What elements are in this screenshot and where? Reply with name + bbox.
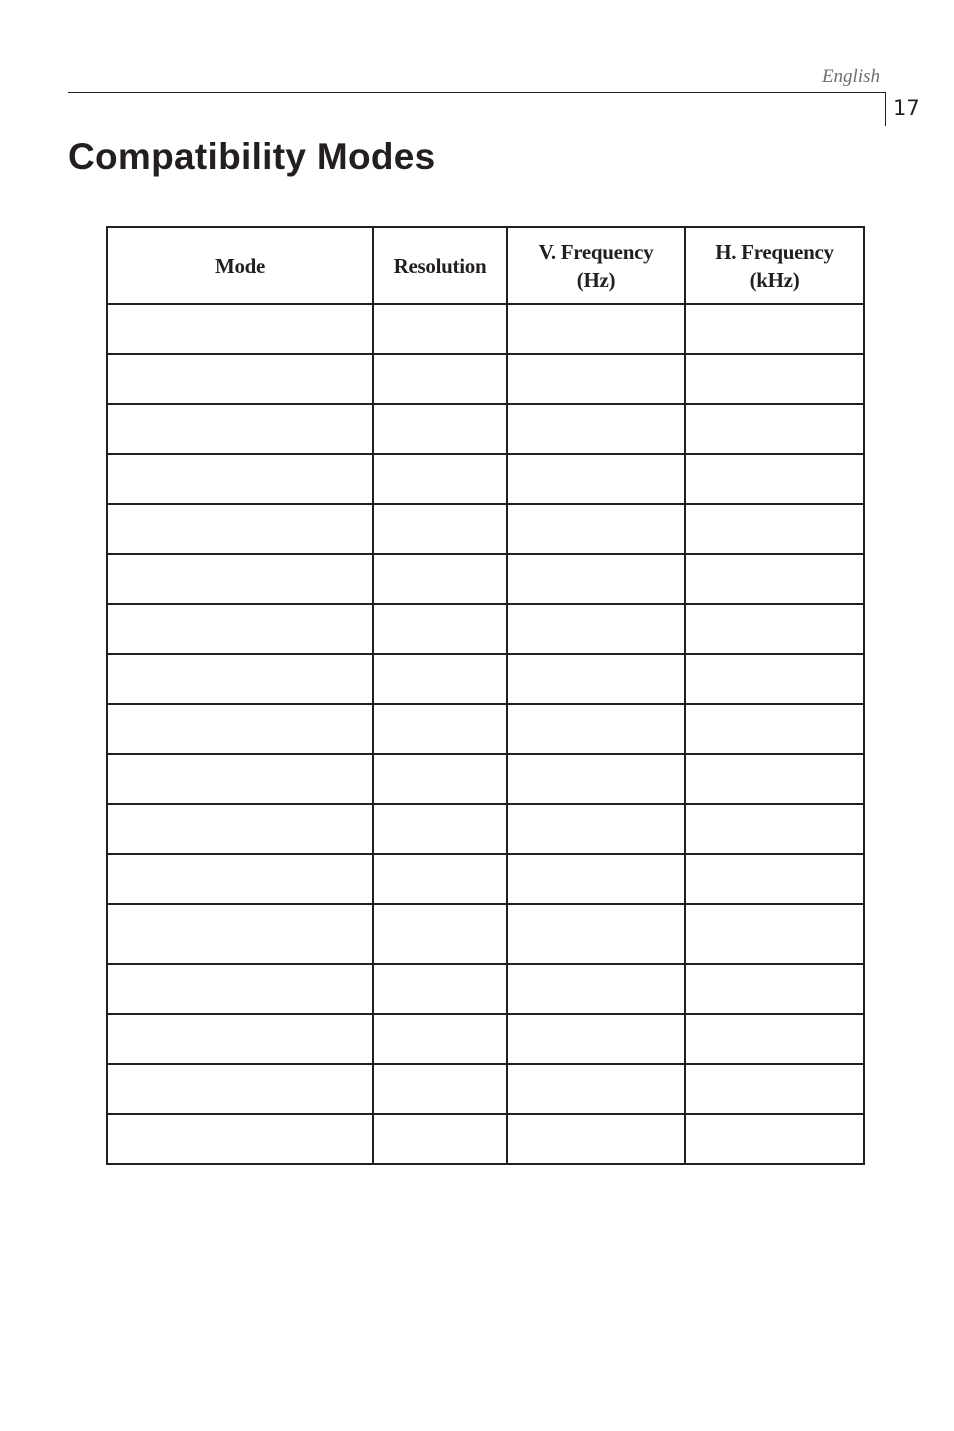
page-number: 17 (893, 96, 920, 120)
table-cell (107, 854, 373, 904)
table-cell (507, 504, 685, 554)
table-cell (685, 704, 864, 754)
table-cell (507, 854, 685, 904)
table-row (107, 554, 864, 604)
table-cell (685, 854, 864, 904)
table-cell (107, 754, 373, 804)
column-header-resolution-label: Resolution (393, 253, 487, 278)
table-cell (507, 964, 685, 1014)
table-row (107, 654, 864, 704)
column-header-mode-label: Mode (214, 253, 266, 278)
table-row (107, 904, 864, 964)
table-cell (685, 964, 864, 1014)
header-rule (68, 92, 886, 93)
table-cell (507, 404, 685, 454)
table-cell (685, 554, 864, 604)
table-cell (107, 554, 373, 604)
table-cell (107, 404, 373, 454)
table-cell (507, 304, 685, 354)
table-cell (685, 1114, 864, 1164)
table-body (107, 304, 864, 1164)
header-language: English (821, 66, 880, 87)
table-cell (507, 554, 685, 604)
table-cell (373, 704, 507, 754)
table-cell (507, 904, 685, 964)
table-cell (507, 1014, 685, 1064)
table-cell (107, 904, 373, 964)
table-cell (507, 604, 685, 654)
column-header-v-frequency-unit: (Hz) (576, 267, 616, 292)
column-header-h-frequency (685, 227, 864, 304)
table-cell (685, 1014, 864, 1064)
table-cell (373, 354, 507, 404)
table-row (107, 1114, 864, 1164)
table-cell (373, 1064, 507, 1114)
table-cell (373, 454, 507, 504)
table-cell (107, 1064, 373, 1114)
table-cell (507, 704, 685, 754)
table-cell (373, 404, 507, 454)
column-header-resolution (373, 227, 507, 304)
column-header-h-frequency-label: H. Frequency (715, 239, 834, 264)
table-cell (107, 354, 373, 404)
compatibility-modes-table (106, 226, 865, 1165)
table-row (107, 504, 864, 554)
table-cell (373, 964, 507, 1014)
table-row (107, 704, 864, 754)
table-row (107, 1064, 864, 1114)
table-cell (685, 654, 864, 704)
column-header-mode (107, 227, 373, 304)
table-cell (685, 454, 864, 504)
table-row (107, 964, 864, 1014)
table-cell (373, 604, 507, 654)
table-cell (507, 1064, 685, 1114)
table-row (107, 604, 864, 654)
table-cell (685, 504, 864, 554)
table-cell (107, 454, 373, 504)
table-cell (107, 504, 373, 554)
table-cell (685, 1064, 864, 1114)
column-header-v-frequency-label: V. Frequency (538, 239, 654, 264)
table-row (107, 354, 864, 404)
table-cell (685, 754, 864, 804)
table-cell (373, 854, 507, 904)
table-cell (373, 304, 507, 354)
table-row (107, 854, 864, 904)
table-cell (373, 754, 507, 804)
column-header-h-frequency-unit: (kHz) (749, 267, 800, 292)
page-title: Compatibility Modes (68, 136, 436, 177)
table-cell (107, 604, 373, 654)
table-cell (373, 554, 507, 604)
table-cell (107, 304, 373, 354)
table-cell (685, 354, 864, 404)
table-cell (507, 754, 685, 804)
table-cell (107, 1114, 373, 1164)
table-cell (107, 654, 373, 704)
table-cell (107, 704, 373, 754)
table-cell (373, 654, 507, 704)
table-cell (507, 654, 685, 704)
table-cell (685, 304, 864, 354)
table-header-row (107, 227, 864, 304)
table-cell (107, 804, 373, 854)
table-cell (107, 964, 373, 1014)
table-row (107, 454, 864, 504)
table-row (107, 754, 864, 804)
table-cell (373, 1114, 507, 1164)
table-row (107, 804, 864, 854)
table-row (107, 404, 864, 454)
table-cell (373, 1014, 507, 1064)
table-cell (507, 454, 685, 504)
table-cell (685, 804, 864, 854)
table-cell (685, 404, 864, 454)
table-cell (507, 804, 685, 854)
table-cell (373, 504, 507, 554)
table-cell (507, 1114, 685, 1164)
table-cell (107, 1014, 373, 1064)
table-cell (373, 904, 507, 964)
table-cell (373, 804, 507, 854)
table-row (107, 1014, 864, 1064)
table-cell (685, 604, 864, 654)
table-cell (507, 354, 685, 404)
page-number-divider (885, 92, 886, 126)
table-row (107, 304, 864, 354)
column-header-v-frequency (507, 227, 685, 304)
table-cell (685, 904, 864, 964)
